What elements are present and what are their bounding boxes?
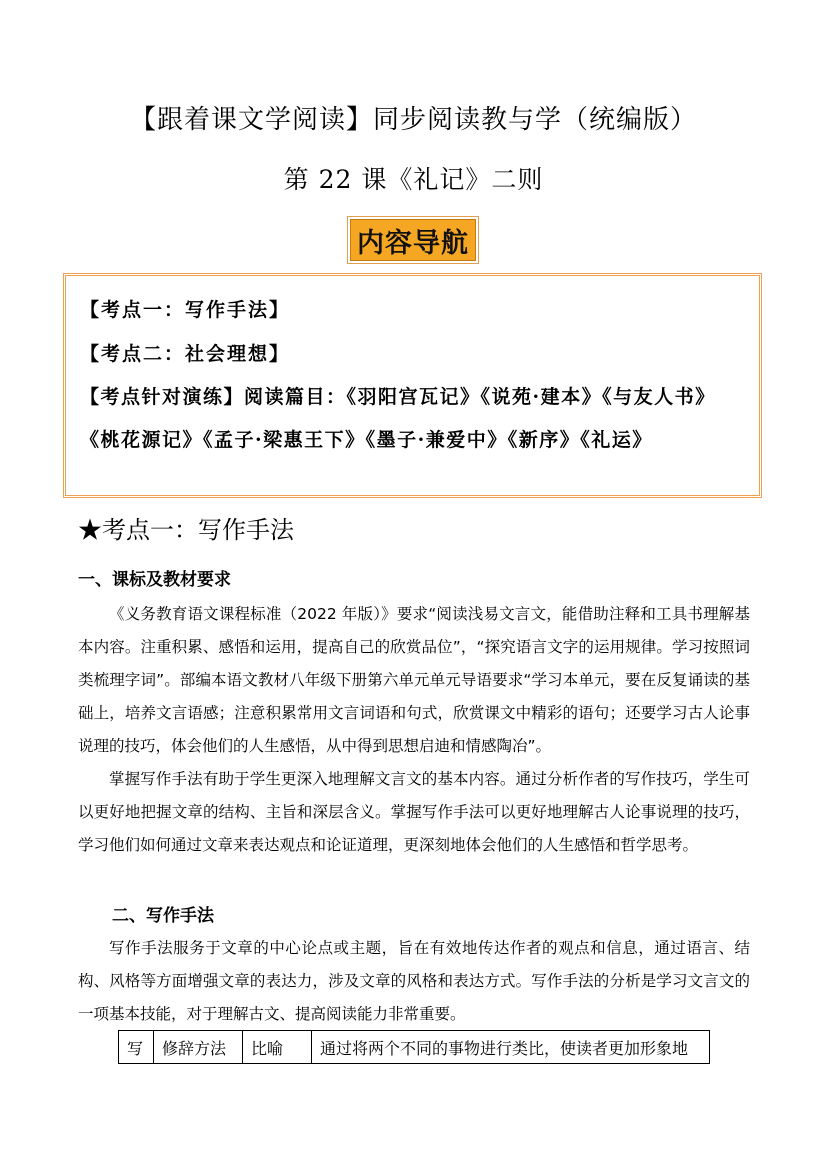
- table-row: [119, 1031, 710, 1064]
- table-cell: 通过将两个不同的事物进行类比，使读者更加形象地: [312, 1031, 710, 1064]
- kaodian-outline-box: [63, 273, 762, 498]
- table-cell: 写: [119, 1031, 154, 1064]
- content-nav-badge: [347, 216, 479, 264]
- writing-methods-paragraph: [78, 932, 750, 1031]
- content-nav-label: 内容导航: [350, 219, 476, 261]
- table-cell: 比喻: [243, 1031, 312, 1064]
- writing-methods-table: [118, 1030, 710, 1064]
- document-title: 【跟着课文学阅读】同步阅读教与学（统编版）: [129, 105, 697, 135]
- paragraph-3: 写作手法服务于文章的中心论点或主题，旨在有效地传达作者的观点和信息，通过语言、结构、风格等方面增强文章的表达力，涉及文章的风格和表达方式。写作手法的分析是学习文言文的一项基本技能，对于理解古文、提高阅读能力非常重要。: [78, 939, 750, 1023]
- kaodian-item-1: 【考点一：写作手法】: [80, 299, 291, 321]
- subheading-curriculum: 一、课标及教材要求: [78, 570, 231, 590]
- kaodian-item-2: 【考点二：社会理想】: [80, 343, 291, 365]
- lesson-subtitle: 第 22 课《礼记》二则: [283, 165, 544, 194]
- curriculum-paragraph: [78, 598, 750, 763]
- paragraph-2: 掌握写作手法有助于学生更深入地理解文言文的基本内容。通过分析作者的写作技巧，学生可以更好地把握文章的结构、主旨和深层含义。掌握写作手法可以更好地理解古人论事说理的技巧，学习他们如何通过文章来表达观点和论证道理，更深刻地体会他们的人生感悟和哲学思考。: [78, 770, 750, 854]
- paragraph-1: 《义务教育语文课程标准（2022 年版）》要求“阅读浅易文言文，能借助注释和工具书理解基本内容。注重积累、感悟和运用，提高自己的欣赏品位”，“探究语言文字的运用规律。学习按照词类梳理字词”。部编本语文教材八年级下册第六单元单元导语要求“学习本单元，要在反复诵读的基础上，培养文言语感；注意积累常用文言词语和句式，欣赏课文中精彩的语句；还要学习古人论事说理的技巧，体会他们的人生感悟，从中得到思想启迪和情感陶冶”。: [78, 605, 750, 755]
- subheading-writing-methods: 二、写作手法: [112, 906, 214, 926]
- kaodian-practice-list: 【考点针对演练】阅读篇目：《羽阳宫瓦记》《说苑·建本》《与友人书》《桃花源记》《孟子·梁惠王下》《墨子·兼爱中》《新序》《礼运》: [80, 386, 716, 451]
- section-heading: ★考点一：写作手法: [78, 516, 294, 544]
- writing-skill-paragraph: [78, 763, 750, 862]
- table-cell: 修辞方法: [154, 1031, 243, 1064]
